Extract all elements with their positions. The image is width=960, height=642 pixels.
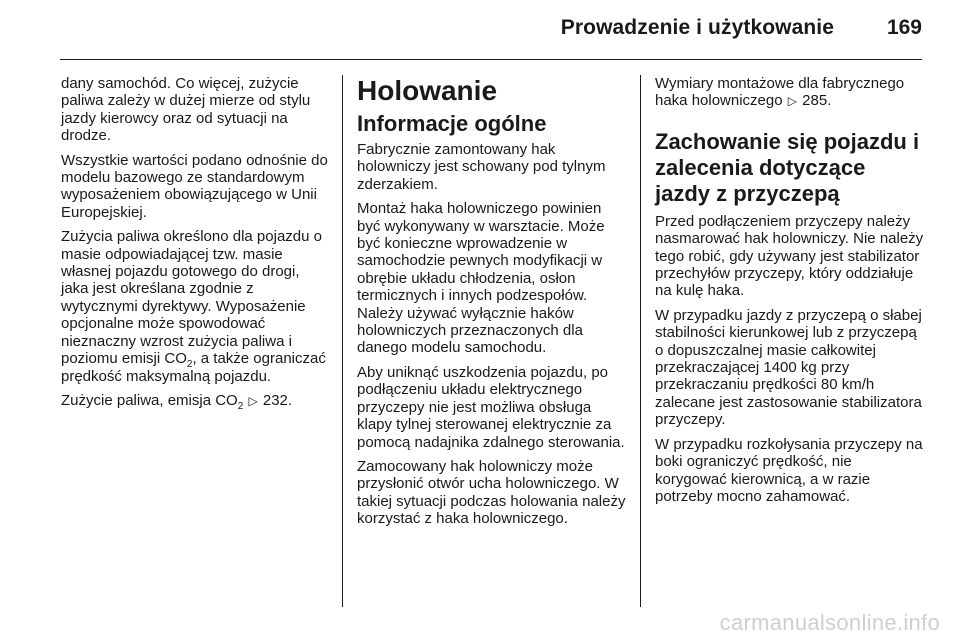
paragraph: Fabrycznie zamontowany hak holowniczy jest schowany pod tylnym zderzakiem. [357,141,606,193]
header-rule [60,59,922,60]
column-right [655,75,925,512]
paragraph: Zużycia paliwa określono dla pojazdu o masie odpowiadającej tzw. masie własnej pojazdu gotowego do drogi, jaka jest określana zgodnie z wytycznymi dyrektywy. Wyposażenie opcjonalne może spowodować nieznaczny wzrost zużycia paliwa i poziomu emisji $CO_2$, a także ograniczać prędkość maksymalną pojazdu. [61,228,326,385]
page-title: Prowadzenie i użytkowanie [560,16,834,39]
paragraph: Przed podłączeniem przyczepy należy nasmarować hak holowniczy. Nie należy tego robić, gdy używany jest stabilizator przechyłów przyczepy, który oddziałuje na kulę haka. [655,212,924,300]
paragraph: Montaż haka holowniczego powinien być wykonywany w warsztacie. Może być konieczne wprowadzenie w samochodzie pewnych modyfikacji w obrębie układu chłodzenia, osłon termicznych i innych podzespołów. Należy używać wyłącznie haków holowniczych przeznaczonych dla danego modelu samochodu. [357,200,605,357]
reference-arrow-icon: ▷ [248,393,258,408]
page-reference-link[interactable]: 232. [262,391,293,409]
paragraph: Wymiary montażowe dla fabrycznego haka holowniczego ▷ 285. [655,75,905,110]
watermark: carmanualsonline.info [719,610,940,635]
paragraph: Zużycie paliwa, emisja $CO_2$ ▷ 232. [61,391,293,412]
column-left [61,75,329,417]
page-reference-link[interactable]: 285. [802,92,832,110]
paragraph: W przypadku rozkołysania przyczepy na boki ograniczyć prędkość, nie korygować kierownicą, a w razie potrzeby mocno zahamować. [655,435,923,505]
paragraph: Wszystkie wartości podano odnośnie do modelu bazowego ze standardowym wyposażeniem obowiązującego w Unii Europejskiej. [61,151,328,221]
page-header [60,16,922,46]
paragraph: W przypadku jazdy z przyczepą o słabej stabilności kierunkowej lub z przyczepą o dopuszczalnej masie całkowitej przekraczającej 1400 kg przy przekraczaniu prędkości 80 km/h zalecane jest zastosowanie stabilizatora przyczepy. [655,306,922,429]
page-number: 169 [886,16,922,39]
reference-arrow-icon: ▷ [787,94,797,109]
paragraph: dany samochód. Co więcej, zużycie paliwa zależy w dużej mierze od stylu jazdy kierowcy oraz od sytuacji na drodze. [61,75,311,145]
column-divider-2 [640,75,641,607]
paragraph: Aby uniknąć uszkodzenia pojazdu, po podłączeniu układu elektrycznego przyczepy nie jest możliwa obsługa klapy tylnej sterowanej elektrycznie za pomocą nadajnika zdalnego sterowania. [357,363,625,451]
subsection-heading: Zachowanie się pojazdu i zalecenia dotyczące jazdy z przyczepą [655,128,920,206]
column-middle [357,75,627,535]
paragraph: Zamocowany hak holowniczy może przysłonić otwór ucha holowniczego. W takiej sytuacji podczas holowania należy korzystać z haka holowniczego. [357,457,626,528]
subsection-heading: Informacje ogólne [357,111,547,136]
section-heading: Holowanie [357,75,498,106]
column-divider-1 [342,75,343,607]
